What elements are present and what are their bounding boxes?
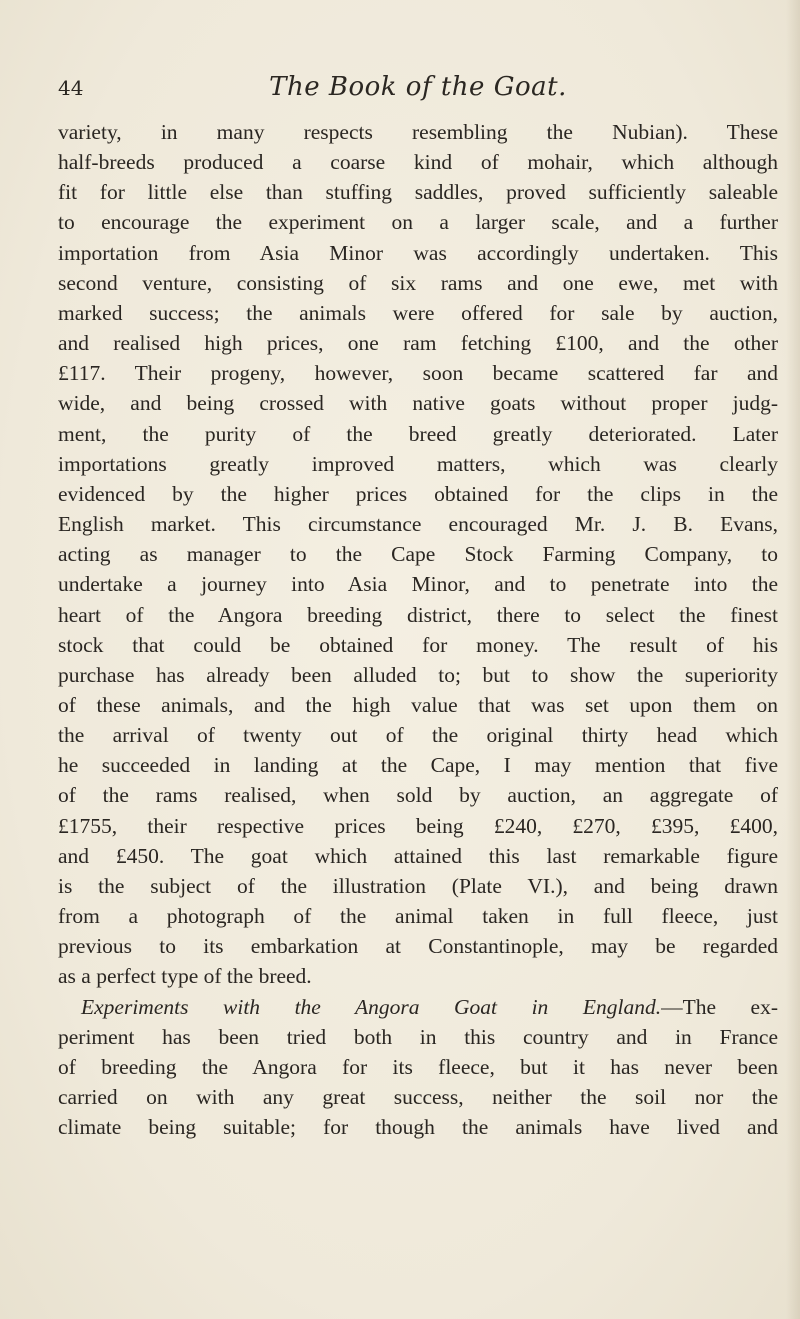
text-line: second venture, consisting of six rams and one ewe, met with xyxy=(58,270,778,295)
body-text xyxy=(58,117,778,1142)
text-line: marked success; the animals were offered for sale by auction, xyxy=(58,300,778,325)
text-line: to encourage the experiment on a larger scale, and a further xyxy=(58,210,778,235)
text-line: acting as manager to the Cape Stock Farming Company, to xyxy=(58,542,778,567)
text-line: stock that could be obtained for money. The result of his xyxy=(58,632,778,657)
text-line: carried on with any great success, neither the soil nor the xyxy=(58,1085,778,1109)
text-line: evidenced by the higher prices obtained for the clips in the xyxy=(58,481,778,506)
text-line: periment has been tried both in this country and in France xyxy=(58,1024,778,1049)
section-heading-continuation: —The ex- xyxy=(661,994,778,1019)
page-number: 44 xyxy=(58,76,84,100)
page-edge-shadow xyxy=(786,0,800,1319)
text-line: from a photograph of the animal taken in full fleece, just xyxy=(58,904,778,929)
text-line: of the rams realised, when sold by auction, an aggregate of xyxy=(58,783,778,808)
text-line: wide, and being crossed with native goats without proper judg- xyxy=(58,391,778,416)
section-first-line xyxy=(58,992,778,1022)
text-line: heart of the Angora breeding district, there to select the finest xyxy=(58,602,778,627)
text-line: climate being suitable; for though the animals have lived and xyxy=(58,1115,778,1140)
text-line: ment, the purity of the breed greatly deteriorated. Later xyxy=(58,421,778,446)
text-line: importations greatly improved matters, which was clearly xyxy=(58,451,778,476)
text-line: purchase has already been alluded to; but to show the superiority xyxy=(58,662,778,687)
text-line: importation from Asia Minor was accordingly undertaken. This xyxy=(58,240,778,265)
text-line: fit for little else than stuffing saddles, proved sufficiently saleable xyxy=(58,180,778,205)
text-line: undertake a journey into Asia Minor, and to penetrate into the xyxy=(58,572,778,597)
text-line: English market. This circumstance encouraged Mr. J. B. Evans, xyxy=(58,512,778,537)
text-line: of these animals, and the high value that was set upon them on xyxy=(58,692,778,717)
text-line: £117. Their progeny, however, soon became scattered far and xyxy=(58,361,778,386)
text-line: he succeeded in landing at the Cape, I may mention that five xyxy=(58,753,778,778)
text-line: previous to its embarkation at Constantinople, may be regarded xyxy=(58,934,778,959)
running-title: The Book of the Goat. xyxy=(269,72,567,102)
text-line: half-breeds produced a coarse kind of mohair, which although xyxy=(58,150,778,175)
text-line: £1755, their respective prices being £240, £270, £395, £400, xyxy=(58,813,778,838)
text-line: variety, in many respects resembling the Nubian). These xyxy=(58,120,778,144)
text-line: as a perfect type of the breed. xyxy=(58,964,312,989)
text-line: of breeding the Angora for its fleece, but it has never been xyxy=(58,1054,778,1079)
text-line: and realised high prices, one ram fetching £100, and the other xyxy=(58,331,778,356)
section-heading: Experiments with the Angora Goat in England. xyxy=(81,994,662,1019)
page-header xyxy=(58,64,778,104)
text-line: is the subject of the illustration (Plate VI.), and being drawn xyxy=(58,873,778,898)
text-line: and £450. The goat which attained this last remarkable figure xyxy=(58,843,778,868)
text-line: the arrival of twenty out of the original thirty head which xyxy=(58,723,778,748)
